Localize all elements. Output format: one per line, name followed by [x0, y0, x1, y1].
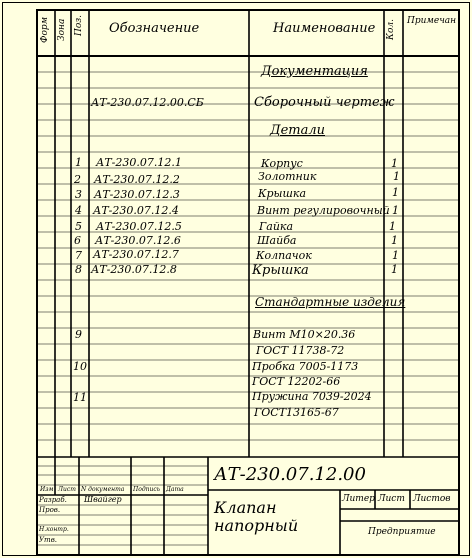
part-qty: 1	[389, 220, 396, 233]
col-date: Дата	[166, 486, 184, 493]
header-name: Наименование	[273, 21, 376, 36]
standard-pos: 9	[75, 328, 82, 341]
header-designation: Обозначение	[109, 21, 200, 36]
part-qty: 1	[392, 249, 399, 262]
part-pos: 4	[75, 204, 82, 217]
part-pos: 8	[75, 263, 82, 276]
part-name: Крышка	[258, 187, 307, 200]
part-designation: АТ-230.07.12.6	[95, 234, 181, 247]
col-ndoc: N документа	[81, 486, 125, 493]
part-name: Крышка	[252, 263, 309, 278]
standard-line2: ГОСТ13165-67	[254, 406, 339, 419]
part-pos: 2	[74, 173, 81, 186]
part-pos: 6	[74, 234, 81, 247]
header-format: Форм	[40, 16, 50, 43]
sheet-label: Лист	[378, 494, 405, 504]
part-pos: 3	[75, 188, 82, 201]
part-designation: АТ-230.07.12.4	[93, 204, 179, 217]
part-designation: АТ-230.07.12.8	[91, 263, 177, 276]
part-designation: АТ-230.07.12.7	[93, 248, 179, 261]
doc-name: Сборочный чертеж	[254, 95, 395, 110]
developer-name: Швайгер	[84, 495, 122, 504]
standard-pos: 10	[73, 360, 87, 373]
row-utv: Утв.	[39, 536, 57, 544]
header-pos: Поз.	[74, 14, 84, 36]
part-pos: 1	[75, 156, 82, 169]
standard-pos: 11	[73, 391, 87, 404]
title-line2: напорный	[214, 516, 299, 535]
section-documentation: Документация	[261, 64, 368, 79]
part-name: Винт регулировочный	[257, 204, 390, 217]
row-razrab: Разраб.	[39, 496, 67, 504]
sheets-label: Листов	[413, 494, 451, 504]
part-name: Гайка	[259, 220, 294, 233]
part-designation: АТ-230.07.12.5	[96, 220, 182, 233]
part-qty: 1	[392, 186, 399, 199]
part-qty: 1	[392, 204, 399, 217]
litera-label: Литер	[342, 494, 375, 504]
col-sign: Подпись	[133, 486, 161, 493]
part-designation: АТ-230.07.12.3	[94, 188, 180, 201]
section-standard: Стандартные изделия	[255, 295, 406, 309]
part-name: Корпус	[261, 157, 303, 170]
standard-line2: ГОСТ 11738-72	[256, 344, 345, 357]
part-qty: 1	[393, 170, 400, 183]
part-name: Золотник	[258, 170, 317, 183]
doc-number: АТ-230.07.12.00	[214, 464, 366, 485]
row-nkontr: Н.контр.	[39, 526, 69, 533]
part-name: Шайба	[257, 234, 297, 247]
enterprise-label: Предприятие	[368, 527, 436, 537]
part-qty: 1	[391, 234, 398, 247]
col-list: Лист	[58, 486, 76, 493]
part-qty: 1	[391, 263, 398, 276]
part-pos: 7	[75, 249, 82, 262]
part-designation: АТ-230.07.12.2	[94, 173, 180, 186]
standard-line1: Винт М10×20.36	[253, 328, 356, 341]
standard-line1: Пружина 7039-2024	[252, 390, 372, 403]
part-qty: 1	[391, 157, 398, 170]
part-pos: 5	[75, 220, 82, 233]
standard-line2: ГОСТ 12202-66	[252, 375, 341, 388]
header-note: Примечан	[407, 16, 457, 26]
doc-designation: АТ-230.07.12.00.СБ	[91, 96, 204, 109]
section-parts: Детали	[270, 123, 325, 138]
part-name: Колпачок	[256, 249, 312, 262]
col-izm: Изм	[40, 486, 54, 493]
row-prov: Пров.	[39, 506, 61, 514]
standard-line1: Пробка 7005-1173	[252, 360, 359, 373]
title-line1: Клапан	[214, 498, 277, 517]
part-designation: АТ-230.07.12.1	[96, 156, 182, 169]
header-qty: Кол.	[386, 19, 396, 40]
header-zone: Зона	[57, 18, 67, 41]
